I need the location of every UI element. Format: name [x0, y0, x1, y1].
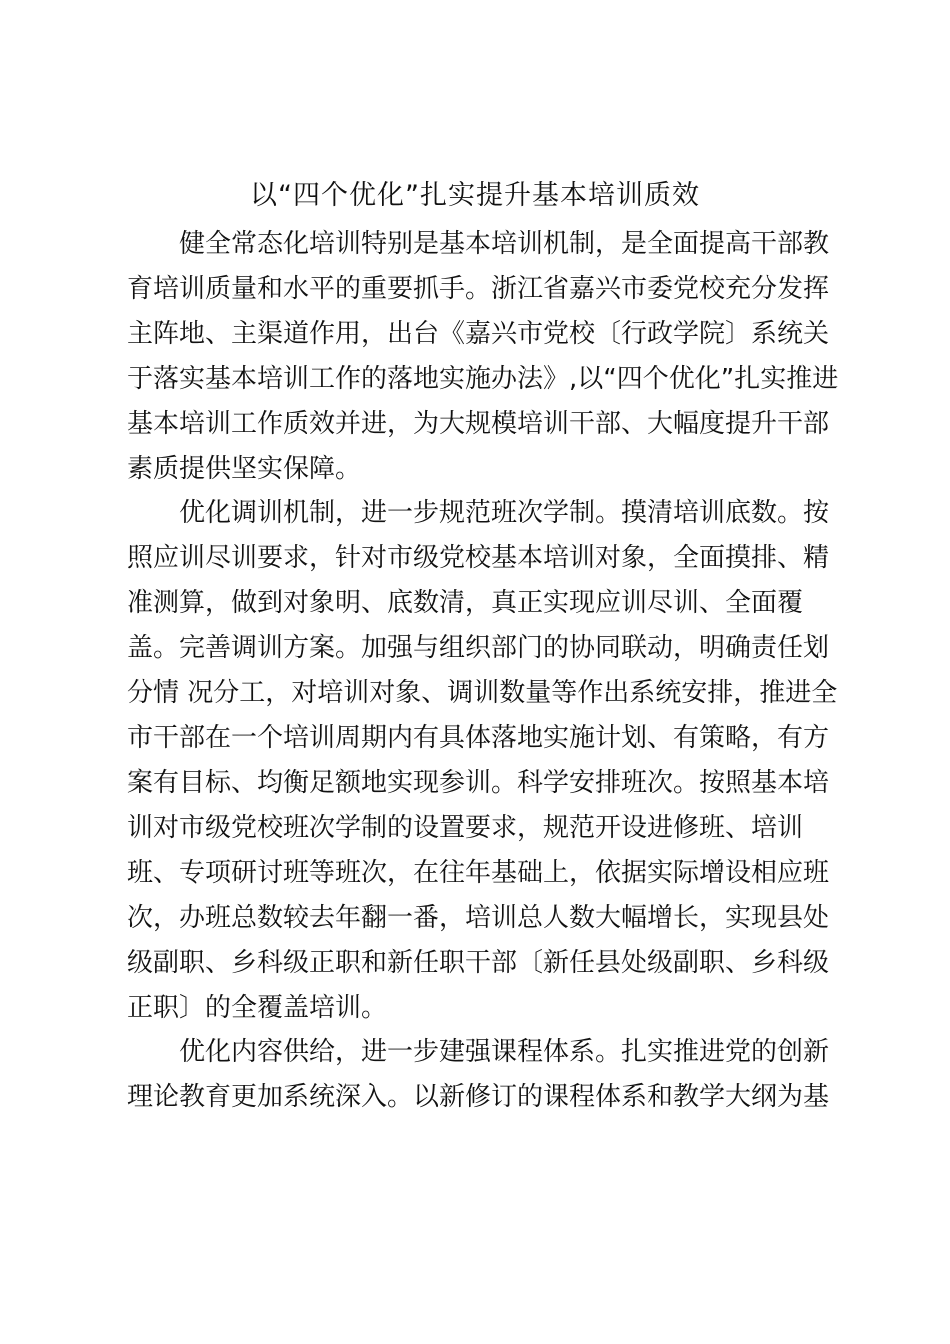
paragraph-line: 于落实基本培训工作的落地实施办法》,以“四个优化”扎实推进	[127, 364, 839, 394]
paragraph-line: 班、专项研讨班等班次，在往年基础上，依据实际增设相应班	[127, 858, 830, 888]
paragraph-line: 优化内容供给，进一步建强课程体系。扎实推进党的创新	[127, 1037, 830, 1067]
paragraph-line: 照应训尽训要求，针对市级党校基本培训对象，全面摸排、精	[127, 543, 830, 573]
paragraph-line: 理论教育更加系统深入。以新修订的课程体系和教学大纲为基	[127, 1082, 830, 1112]
document-title: 以“四个优化”扎实提升基本培训质效	[250, 180, 700, 211]
paragraph-line: 素质提供坚实保障。	[127, 454, 362, 484]
paragraph-line: 次，办班总数较去年翻一番，培训总人数大幅增长，实现县处	[127, 903, 830, 933]
paragraph-line: 盖。完善调训方案。加强与组织部门的协同联动，明确责任划	[127, 633, 830, 663]
paragraph-line: 基本培训工作质效并进，为大规模培训干部、大幅度提升干部	[127, 409, 830, 439]
paragraph-line: 优化调训机制，进一步规范班次学制。摸清培训底数。按	[127, 498, 830, 528]
paragraph-intro	[127, 222, 838, 492]
paragraph-line: 正职〕的全覆盖培训。	[127, 993, 388, 1023]
paragraph-line: 训对市级党校班次学制的设置要求，规范开设进修班、培训	[127, 813, 804, 843]
paragraph-line: 市干部在一个培训周期内有具体落地实施计划、有策略，有方	[127, 723, 830, 753]
paragraph-line: 准测算，做到对象明、底数清，真正实现应训尽训、全面覆	[127, 588, 804, 618]
paragraph-line: 主阵地、主渠道作用，出台《嘉兴市党校〔行政学院〕系统关	[127, 319, 830, 349]
paragraph-line: 级副职、乡科级正职和新任职干部〔新任县处级副职、乡科级	[127, 948, 830, 978]
paragraph-line: 分情 况分工，对培训对象、调训数量等作出系统安排，推进全	[127, 678, 838, 708]
paragraph-line: 育培训质量和水平的重要抓手。浙江省嘉兴市委党校充分发挥	[127, 274, 830, 304]
paragraph-line: 健全常态化培训特别是基本培训机制，是全面提高干部教	[127, 229, 830, 259]
paragraph-training-mechanism	[127, 491, 837, 1031]
paragraph-content-supply	[127, 1030, 829, 1120]
paragraph-line: 案有目标、均衡足额地实现参训。科学安排班次。按照基本培	[127, 768, 830, 798]
